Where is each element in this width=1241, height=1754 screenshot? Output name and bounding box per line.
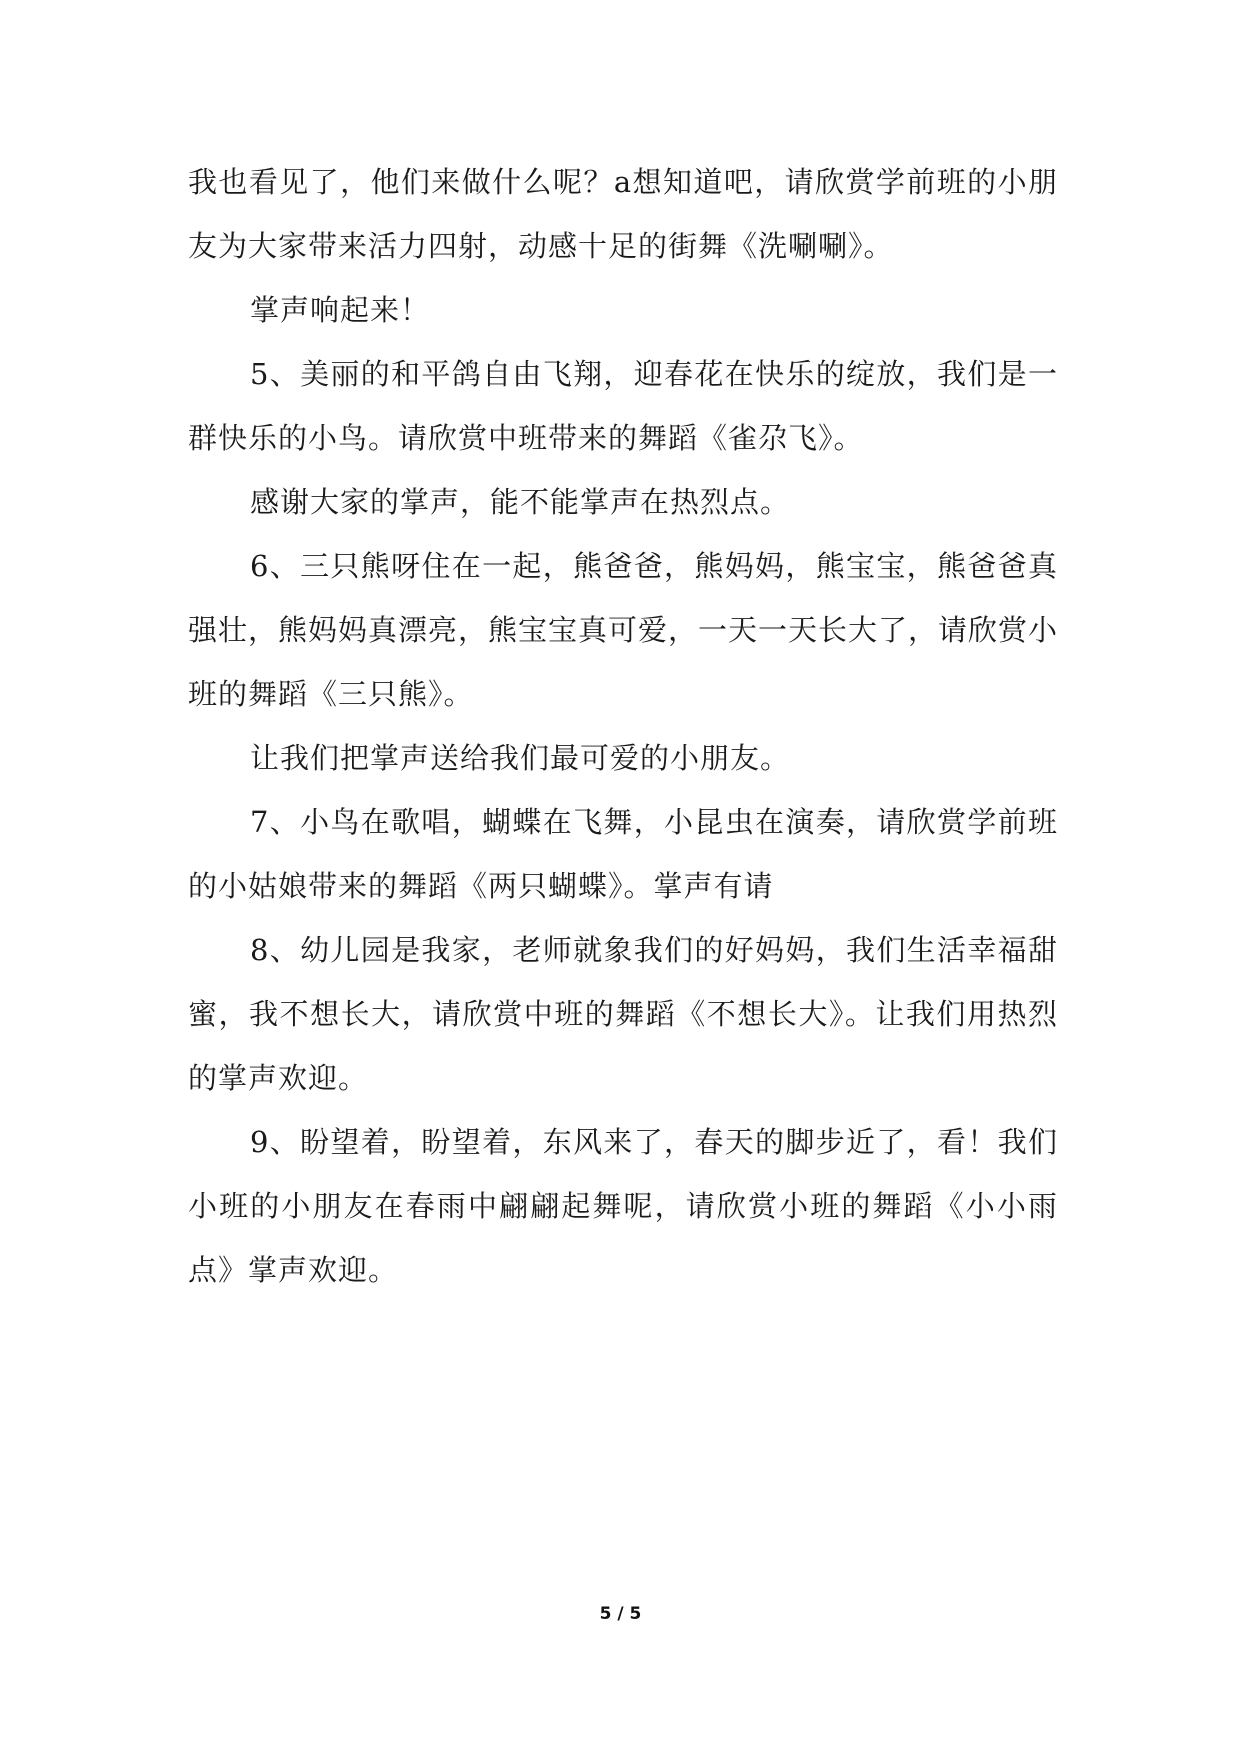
- document-body: [188, 150, 1058, 1302]
- paragraph: 8、幼儿园是我家，老师就象我们的好妈妈，我们生活幸福甜蜜，我不想长大，请欣赏中班的舞蹈《不想长大》。让我们用热烈的掌声欢迎。: [188, 933, 1058, 1095]
- paragraph: 让我们把掌声送给我们最可爱的小朋友。: [250, 741, 791, 775]
- paragraph: 6、三只熊呀住在一起，熊爸爸，熊妈妈，熊宝宝，熊爸爸真强壮，熊妈妈真漂亮，熊宝宝真可爱，一天一天长大了，请欣赏小班的舞蹈《三只熊》。: [188, 549, 1059, 711]
- paragraph: 9、盼望着，盼望着，东风来了，春天的脚步近了，看！我们小班的小朋友在春雨中翩翩起舞呢，请欣赏小班的舞蹈《小小雨点》掌声欢迎。: [188, 1125, 1058, 1287]
- paragraph: 掌声响起来！: [250, 293, 431, 327]
- paragraph: 5、美丽的和平鸽自由飞翔，迎春花在快乐的绽放，我们是一群快乐的小鸟。请欣赏中班带来的舞蹈《雀尕飞》。: [188, 357, 1058, 455]
- paragraph: 感谢大家的掌声，能不能掌声在热烈点。: [250, 485, 791, 519]
- paragraph: 我也看见了，他们来做什么呢？a想知道吧，请欣赏学前班的小朋友为大家带来活力四射，动感十足的街舞《洗唰唰》。: [188, 165, 1058, 263]
- page-number: 5 / 5: [599, 1604, 642, 1624]
- paragraph: 7、小鸟在歌唱，蝴蝶在飞舞，小昆虫在演奏，请欣赏学前班的小姑娘带来的舞蹈《两只蝴蝶》。掌声有请: [188, 805, 1058, 903]
